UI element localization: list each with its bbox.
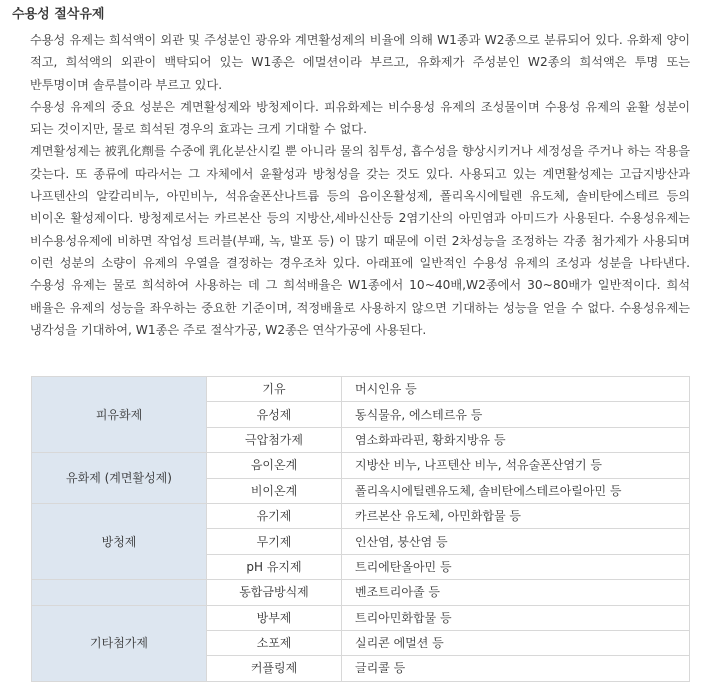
example-cell: 폴리옥시에틸렌유도체, 솔비탄에스테르아릴아민 등	[342, 478, 690, 503]
component-cell: 음이온계	[207, 453, 342, 478]
paragraph-classification: 수용성 유제는 희석액이 외관 및 주성분인 광유와 계면활성제의 비율에 의해 W1종과 W2종으로 분류되어 있다. 유화제 양이 적고, 희석액의 외관이 백탁되어 있는 W1종은 에멀션이라 부르고, 유화제가 주성분인 W2종의 희석액은 투명 또는 반투명이며 솔루블이라 부르고 있다.	[30, 33, 690, 92]
component-cell: 방부제	[207, 605, 342, 630]
component-cell: 동합금방식제	[207, 580, 342, 605]
component-cell: pH 유지제	[207, 554, 342, 579]
component-cell: 커플링제	[207, 656, 342, 681]
example-cell: 머시인유 등	[342, 377, 690, 402]
category-cell	[32, 580, 207, 605]
component-cell: 기유	[207, 377, 342, 402]
page-title: 수용성 절삭유제	[12, 7, 105, 22]
category-cell: 방청제	[32, 503, 207, 579]
example-cell: 동식물유, 에스테르유 등	[342, 402, 690, 427]
category-cell: 유화제 (계면활성제)	[32, 453, 207, 504]
component-cell: 무기제	[207, 529, 342, 554]
composition-table	[31, 376, 690, 682]
example-cell: 트리에탄올아민 등	[342, 554, 690, 579]
example-cell: 글리콜 등	[342, 656, 690, 681]
example-cell: 카르본산 유도체, 아민화합물 등	[342, 503, 690, 528]
table-row	[32, 580, 690, 605]
example-cell: 염소화파라핀, 황화지방유 등	[342, 427, 690, 452]
component-cell: 소포제	[207, 630, 342, 655]
example-cell: 벤조트리아졸 등	[342, 580, 690, 605]
paragraph-surfactants-and-dilution: 계면활성제는 被乳化劑를 수중에 乳化분산시킬 뿐 아니라 물의 침투성, 흡수성을 향상시키거나 세정성을 주거나 하는 작용을 갖는다. 또 종류에 따라서는 그 자체에서 윤활성과 방청성을 갖는 것도 있다. 사용되고 있는 계면활성제는 고급지방산과 나프텐산의 알칼리비누, 아민비누, 석유술폰산나트륨 등의 음이온활성제, 폴리옥시에틸렌 유도체, 솔비탄에스테르 등의 비이온 활성제이다. 방청제로서는 카르본산 등의 지방산,세바신산등 2염기산의 아민염과 아미드가 사용된다. 수용성유제는 비수용성유제에 비하면 작업성 트러블(부패, 녹, 발포 등) 이 많기 때문에 이런 2차성능을 조정하는 각종 첨가제가 사용되며 이런 성분의 소량이 유제의 우열을 결정하는 경우조차 있다. 아래표에 일반적인 수용성 유제의 조성과 성분을 나타낸다. 수용성 유제는 물로 희석하여 사용하는 데 그 희석배율은 W1종에서 10~40배,W2종에서 30~80배가 일반적이다. 희석 배율은 유제의 성능을 좌우하는 중요한 기준이며, 적정배율로 사용하지 않으면 기대하는 성능을 얻을 수 없다. 수용성유제는 냉각성을 기대하여, W1종은 주로 절삭가공, W2종은 연삭가공에 사용된다.	[30, 144, 691, 337]
paragraph-key-components: 수용성 유제의 중요 성분은 계면활성제와 방청제이다. 피유화제는 비수용성 유제의 조성물이며 수용성 유제의 윤활 성분이 되는 것이지만, 물로 희석된 경우의 효과는 크게 기대할 수 없다.	[30, 99, 690, 137]
component-cell: 비이온계	[207, 478, 342, 503]
example-cell: 실리콘 에멀션 등	[342, 630, 690, 655]
table-row	[32, 605, 690, 630]
table-row	[32, 453, 690, 478]
component-cell: 유성제	[207, 402, 342, 427]
category-cell: 기타첨가제	[32, 605, 207, 681]
table-row	[32, 503, 690, 528]
component-cell: 극압첨가제	[207, 427, 342, 452]
category-cell: 피유화제	[32, 377, 207, 453]
article-body	[30, 29, 690, 341]
example-cell: 인산염, 붕산염 등	[342, 529, 690, 554]
example-cell: 지방산 비누, 나프텐산 비누, 석유술폰산염기 등	[342, 453, 690, 478]
table-row	[32, 377, 690, 402]
example-cell: 트리아민화합물 등	[342, 605, 690, 630]
component-cell: 유기제	[207, 503, 342, 528]
